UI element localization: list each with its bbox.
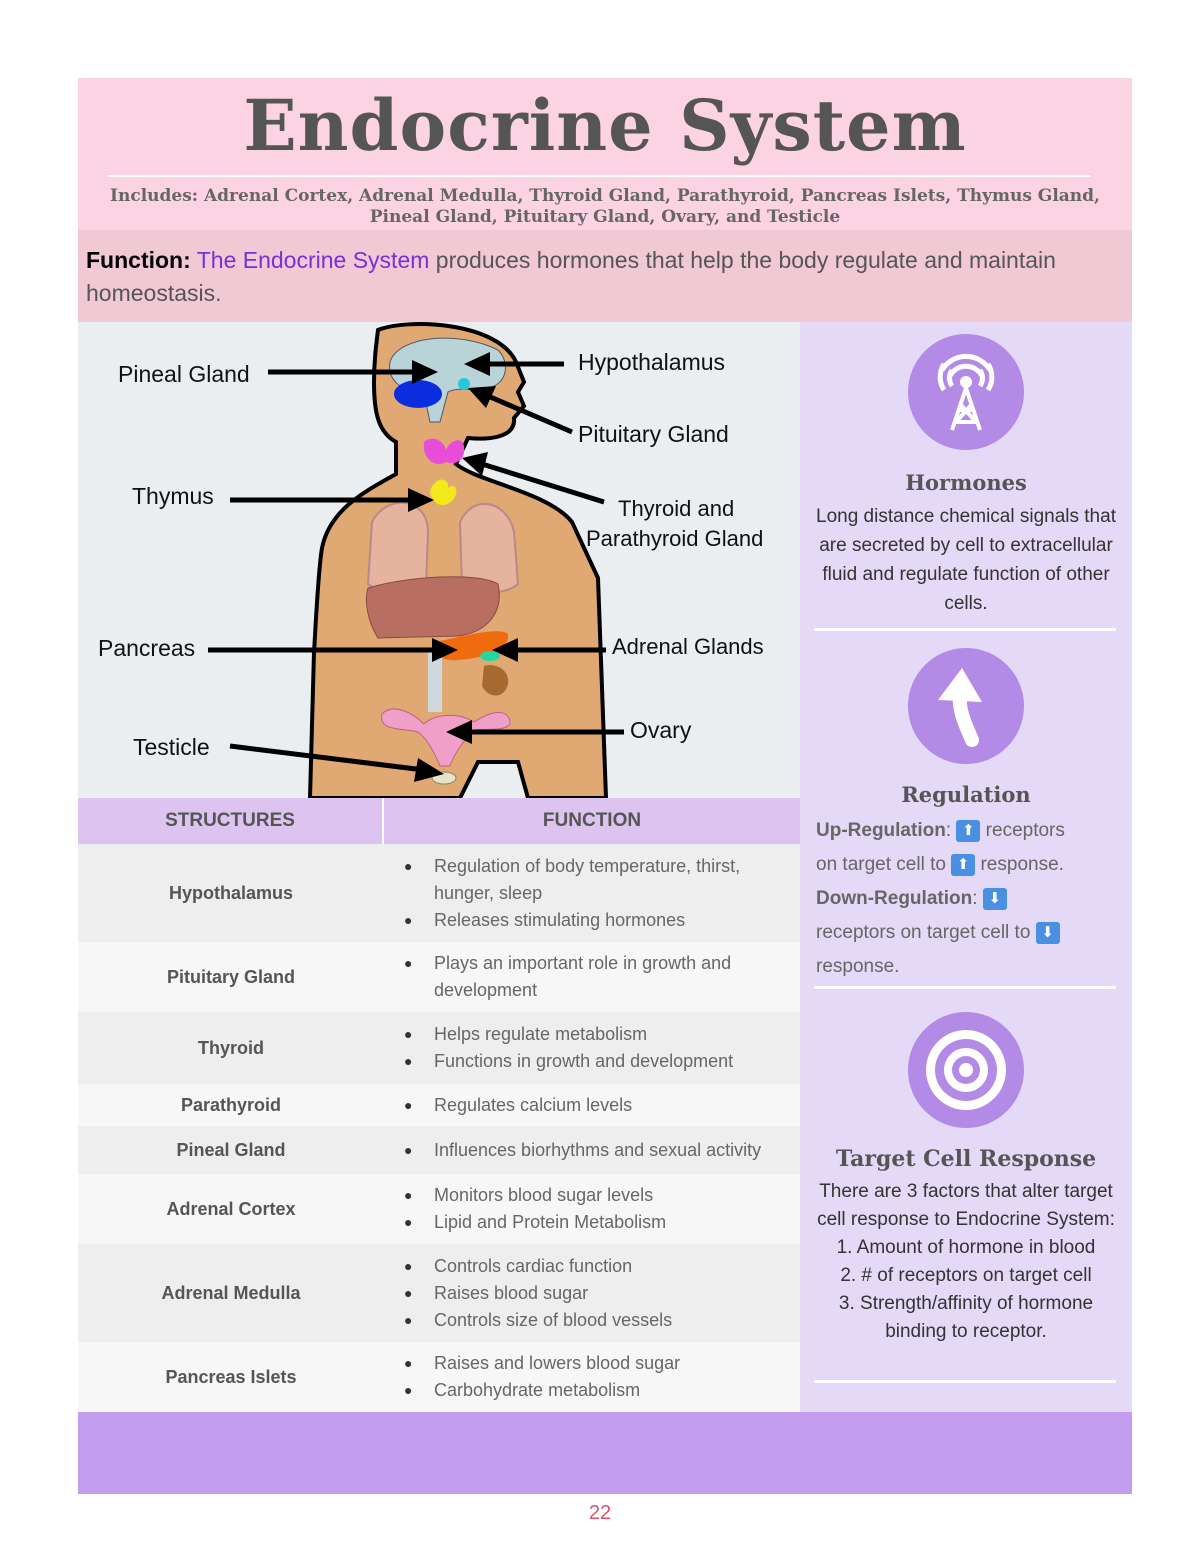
liver-shape (366, 577, 499, 638)
hormones-title: Hormones (905, 470, 1027, 495)
pineal-gland-shape (394, 380, 442, 408)
up-regulation-text-3: response. (980, 854, 1064, 875)
up-regulation-text-2: on target cell to (816, 854, 946, 875)
includes-list: Includes: Adrenal Cortex, Adrenal Medulla, Thyroid Gland, Parathyroid, Pancreas Islets, Thymus Gland, Pineal Gland, Pituitary Gland, Ovary, and Testicle (110, 186, 1100, 227)
sidebar (800, 322, 1132, 1412)
label-thyroid-line2: Parathyroid Gland (586, 526, 764, 551)
table-header (78, 798, 800, 844)
spine-shape (428, 652, 442, 712)
label-thymus: Thymus (132, 483, 214, 509)
function-cell (384, 1012, 800, 1084)
page-title: Endocrine System (243, 84, 967, 167)
function-item: ● Lipid and Protein Metabolism (404, 1212, 667, 1232)
label-pancreas: Pancreas (98, 635, 196, 661)
body-illustration (78, 322, 800, 798)
up-arrow-icon: ⬆ (951, 854, 975, 876)
function-item: ● Helps regulate metabolism (404, 1024, 648, 1044)
structure-cell: Thyroid (198, 1037, 264, 1058)
function-label: Function: (86, 247, 191, 273)
structure-cell: Adrenal Medulla (161, 1282, 301, 1303)
target-title: Target Cell Response (835, 1146, 1097, 1172)
table-row (78, 1244, 800, 1342)
endocrine-diagram (78, 322, 800, 798)
table-row (78, 1342, 800, 1412)
target-text (814, 1178, 1118, 1346)
up-regulation-label: Up-Regulation (816, 820, 946, 841)
target-item: 1. Amount of hormone in blood (836, 1237, 1096, 1258)
title-divider (108, 175, 1090, 177)
target-item: 2. # of receptors on target cell (840, 1265, 1092, 1286)
down-regulation-label: Down-Regulation (816, 888, 973, 909)
regulation-text: Up-Regulation: ⬆ receptors on target cell to ⬆ response. Down-Regulation: ⬇ receptors on target cell to ⬇ response. (816, 820, 1065, 977)
label-adrenal-glands: Adrenal Glands (612, 634, 764, 659)
function-item: ● Controls cardiac function (404, 1255, 633, 1276)
sidebar-divider (814, 628, 1116, 631)
function-cell (384, 844, 800, 942)
function-item: ● Controls size of blood vessels (404, 1309, 673, 1330)
function-cell (384, 1126, 800, 1174)
label-testicle: Testicle (133, 734, 210, 760)
structure-cell: Adrenal Cortex (166, 1198, 296, 1219)
target-icon (908, 1012, 1024, 1128)
curved-arrow-up-icon (908, 648, 1024, 764)
down-regulation-text-1: receptors on target cell to (816, 922, 1031, 943)
adrenal-shape (480, 651, 500, 661)
function-item: ● Releases stimulating hormones (404, 909, 686, 930)
up-arrow-icon: ⬆ (956, 820, 980, 842)
page-number: 22 (588, 1502, 612, 1524)
structure-cell: Pituitary Gland (166, 966, 296, 987)
header-structures: STRUCTURES (78, 798, 384, 844)
structure-cell: Parathyroid (180, 1094, 282, 1115)
structure-cell: Pineal Gland (176, 1139, 286, 1160)
function-cell (384, 1174, 800, 1244)
function-item: ● Carbohydrate metabolism (404, 1380, 641, 1400)
label-pituitary-gland: Pituitary Gland (578, 421, 729, 447)
target-intro: There are 3 factors that alter target cell response to Endocrine System: (817, 1181, 1115, 1230)
structures-table (78, 798, 800, 1412)
function-cell (384, 1084, 800, 1126)
hormones-text: Long distance chemical signals that are secreted by cell to extracellular fluid and regulate function of other cells. (816, 506, 1116, 614)
label-pineal-gland: Pineal Gland (118, 361, 250, 387)
header-function: FUNCTION (542, 810, 642, 831)
down-regulation-text-2: response. (816, 956, 900, 977)
regulation-title: Regulation (901, 782, 1031, 807)
function-cell (384, 942, 800, 1012)
table-row (78, 942, 800, 1012)
function-subject: The Endocrine System (196, 247, 430, 273)
function-item: ● Functions in growth and development (404, 1051, 734, 1071)
structure-cell: Hypothalamus (168, 882, 294, 903)
table-row (78, 1126, 800, 1174)
table-row (78, 844, 800, 942)
function-text: produces hormones that help the body regulate and maintain homeostasis. (86, 247, 1056, 306)
up-regulation-text-1: receptors (985, 820, 1065, 841)
function-item: ● Influences biorhythms and sexual activity (404, 1139, 762, 1160)
label-hypothalamus: Hypothalamus (578, 349, 726, 375)
header (78, 78, 1132, 230)
function-item: ● Raises blood sugar (404, 1282, 589, 1303)
function-item: ● Regulates calcium levels (404, 1094, 633, 1115)
function-item: ● Regulation of body temperature, thirst, hunger, sleep (404, 855, 741, 903)
function-item: ● Monitors blood sugar levels (404, 1185, 654, 1205)
structure-cell: Pancreas Islets (165, 1366, 297, 1387)
table-row (78, 1174, 800, 1244)
function-item: ● Plays an important role in growth and development (404, 953, 732, 1000)
label-ovary: Ovary (630, 717, 692, 743)
function-cell (384, 1342, 800, 1412)
table-row (78, 1012, 800, 1084)
function-item: ● Raises and lowers blood sugar (404, 1353, 681, 1373)
target-item: 3. Strength/affinity of hormone binding to receptor. (838, 1293, 1094, 1342)
footer-band (78, 1412, 1132, 1494)
function-cell (384, 1244, 800, 1342)
sidebar-divider (814, 1380, 1116, 1383)
function-statement (78, 230, 1132, 322)
signal-tower-icon (908, 334, 1024, 450)
down-arrow-icon: ⬇ (1036, 922, 1060, 944)
down-arrow-icon: ⬇ (983, 888, 1007, 910)
table-row (78, 1084, 800, 1126)
label-thyroid-line1: Thyroid and (618, 496, 735, 521)
sidebar-divider (814, 986, 1116, 989)
